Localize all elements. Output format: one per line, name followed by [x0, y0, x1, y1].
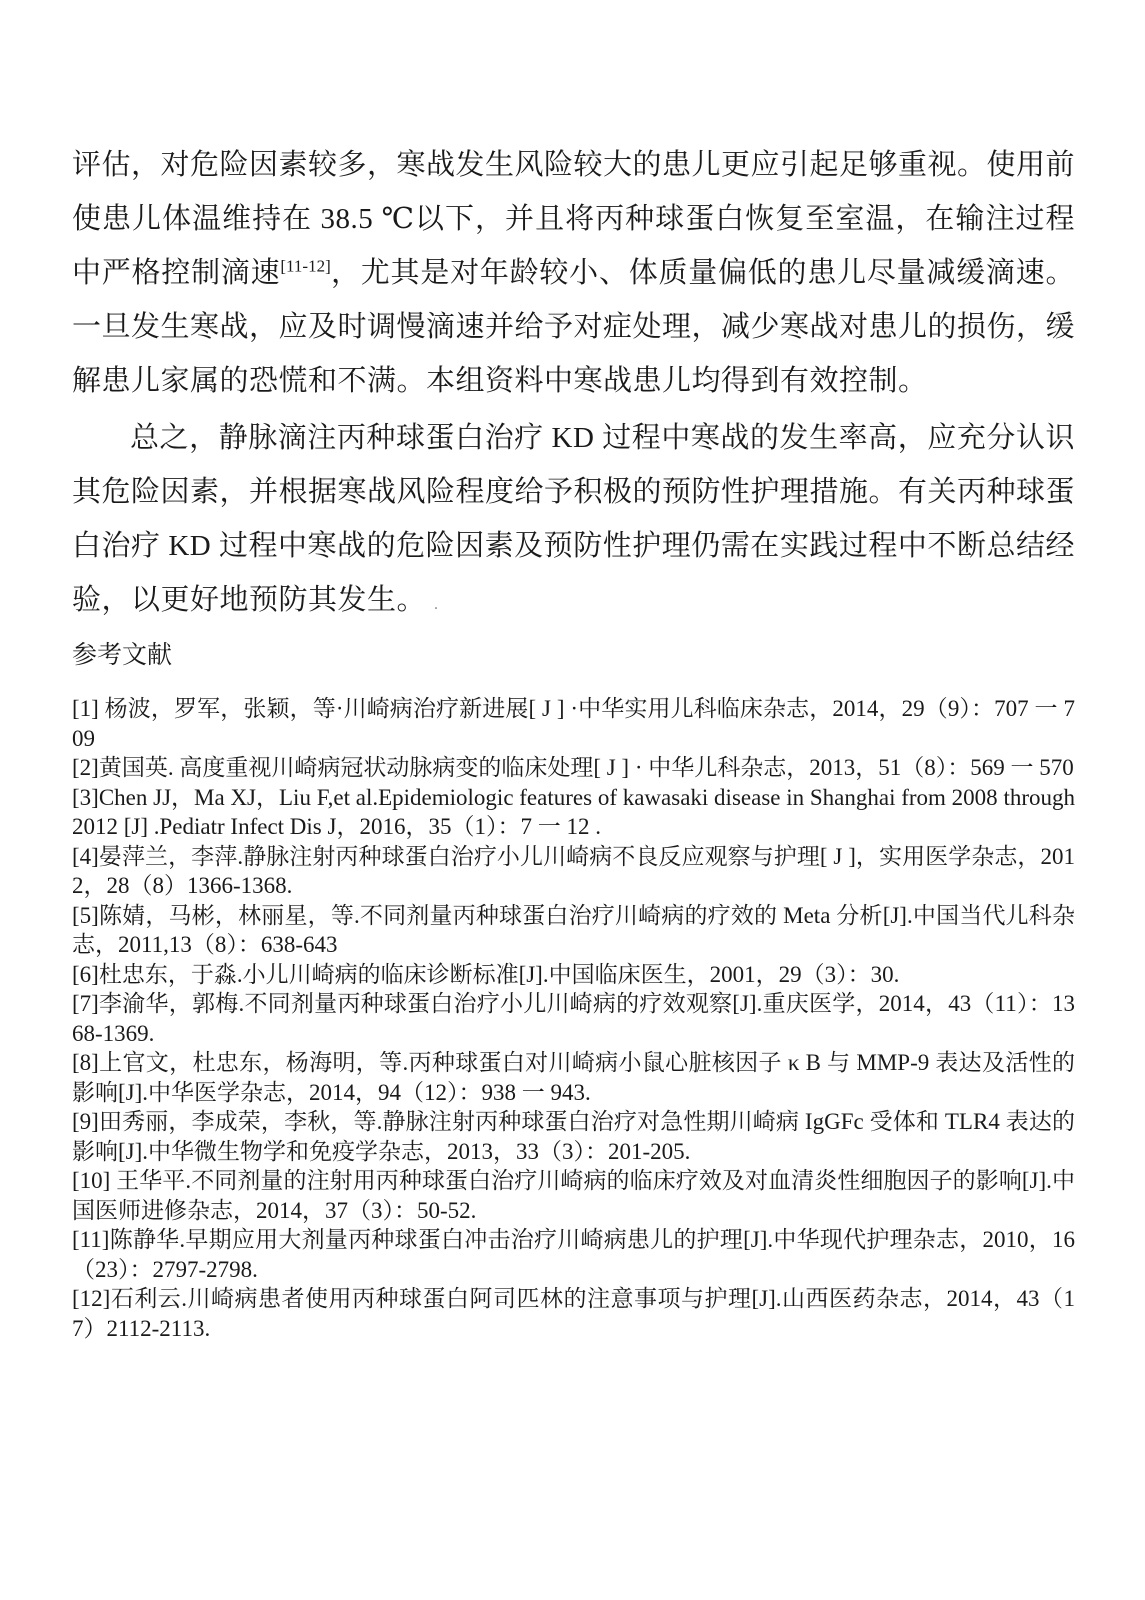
reference-item-6: [6]杜忠东，于淼.小儿川崎病的临床诊断标准[J].中国临床医生，2001，29（3）：30. [72, 961, 900, 987]
reference-item-1: [1] 杨波，罗军，张颖，等·川崎病治疗新进展[ J ] ·中华实用儿科临床杂志，2014，29（9）：707 一 709 [72, 696, 1075, 751]
paragraph-1-text-before-citation: 评估，对危险因素较多，寒战发生风险较大的患儿更应引起足够重视。使用前使患儿体温维持在 38.5 ℃以下，并且将丙种球蛋白恢复至室温，在输注过程中严格控制滴速 [72, 149, 1076, 289]
stray-mark: . [434, 596, 439, 613]
reference-item-3: [3]Chen JJ，Ma XJ，Liu F,et al.Epidemiologic features of kawasaki disease in Shanghai from 2008 through 2012 [J] .Pediatr Infect Dis J，2016，35（1）：7 一 12 . [72, 784, 1075, 839]
reference-item-2: [2]黄国英. 高度重视川崎病冠状动脉病变的临床处理[ J ] · 中华儿科杂志，2013，51（8）：569 一 570 [72, 755, 1074, 780]
citation-superscript: [11-12] [280, 256, 331, 276]
reference-item-5: [5]陈婧，马彬，林丽星，等.不同剂量丙种球蛋白治疗川崎病的疗效的 Meta 分析[J].中国当代儿科杂志，2011,13（8）：638-643 [72, 902, 1075, 957]
body-paragraph-1 [72, 138, 1075, 408]
paragraph-2-text: 总之，静脉滴注丙种球蛋白治疗 KD 过程中寒战的发生率高，应充分认识其危险因素，并根据寒战风险程度给予积极的预防性护理措施。有关丙种球蛋白治疗 KD 过程中寒战的危险因素及预防性护理仍需在实践过程中不断总结经验，以更好地预防其发生。 [72, 422, 1076, 616]
references-list [72, 694, 1075, 1343]
reference-item-8: [8]上官文，杜忠东，杨海明，等.丙种球蛋白对川崎病小鼠心脏核因子 κ B 与 MMP-9 表达及活性的影响[J].中华医学杂志，2014，94（12）：938 一 943. [72, 1050, 1075, 1105]
reference-item-9: [9]田秀丽，李成荣，李秋，等.静脉注射丙种球蛋白治疗对急性期川崎病 IgGFc 受体和 TLR4 表达的影响[J].中华微生物学和免疫学杂志，2013，33（3）：201-205. [72, 1109, 1075, 1164]
reference-item-12: [12]石利云.川崎病患者使用丙种球蛋白阿司匹林的注意事项与护理[J].山西医药杂志，2014，43（17）2112-2113. [72, 1286, 1075, 1341]
paragraph-1-text-after-citation: ，尤其是对年龄较小、体质量偏低的患儿尽量减缓滴速。一旦发生寒战，应及时调慢滴速并给予对症处理，减少寒战对患儿的损伤，缓解患儿家属的恐慌和不满。本组资料中寒战患儿均得到有效控制。 [72, 257, 1076, 397]
body-text [72, 138, 1075, 632]
reference-item-11: [11]陈静华.早期应用大剂量丙种球蛋白冲击治疗川崎病患儿的护理[J].中华现代护理杂志，2010，16（23）：2797-2798. [72, 1227, 1075, 1282]
reference-item-10: [10] 王华平.不同剂量的注射用丙种球蛋白治疗川崎病的临床疗效及对血清炎性细胞因子的影响[J].中国医师进修杂志，2014，37（3）：50-52. [72, 1168, 1075, 1223]
body-paragraph-2 [72, 411, 1075, 632]
reference-item-7: [7]李渝华，郭梅.不同剂量丙种球蛋白治疗小儿川崎病的疗效观察[J].重庆医学，2014，43（11）：1368-1369. [72, 991, 1075, 1046]
references-heading: 参考文献 [72, 642, 173, 669]
reference-item-4: [4]晏萍兰，李萍.静脉注射丙种球蛋白治疗小儿川崎病不良反应观察与护理[ J ]，实用医学杂志，2012，28（8）1366-1368. [72, 843, 1075, 898]
